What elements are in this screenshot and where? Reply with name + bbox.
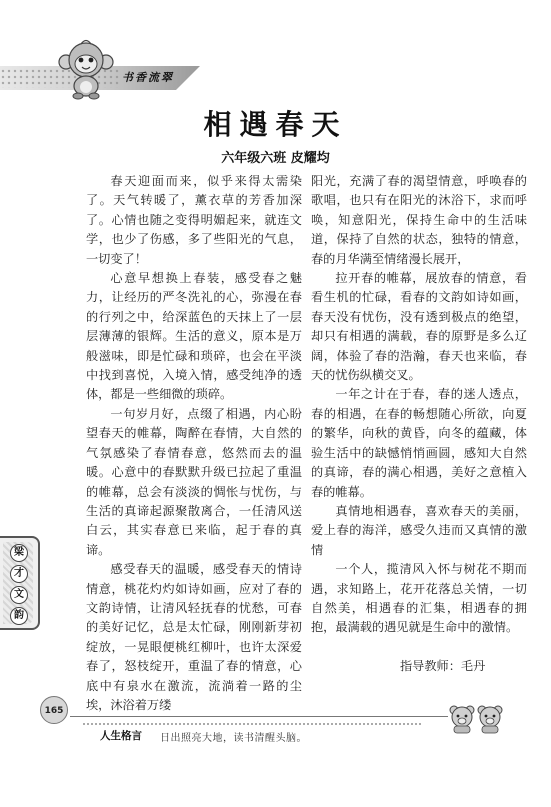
footer-divider [70,716,448,717]
section-label: 书香流翠 [122,71,174,84]
motto-text: 日出照亮大地，读书清醒头脑。 [160,733,307,744]
article-title: 相遇春天 [203,108,348,141]
monkey-mascot-icon [57,36,115,100]
paragraph: 春天迎面而来，似乎来得太需染了。天气转暖了，薰衣草的芳香加深了。心情也随之变得明媚起来，就连文学，也少了伤感，多了些阳光的气息，一切变了！ [86,174,302,266]
paragraph: 一个人，揽清风入怀与树花不期而遇，求知路上，花开花落总关情，一切自然美，相遇春的汇集，相遇春的拥抱，最满载的遇见就是生命中的激情。 [311,562,527,635]
body-column-right [311,172,527,638]
paragraph: 感受春天的温暖，感受春天的情诗情意，桃花灼灼如诗如画，应对了春的文韵诗情，让清风轻抚春的忧愁，可春的美好记忆，总是太忙碌，刚刚新芽初绽放，一晃眼便桃红柳叶，也许太深爱春了，怒枝绽开，重温了春的情意，心底中有泉水在激流，流淌着一路的尘埃，沐浴着万缕 [86,562,302,712]
teacher-credit: 指导教师：毛丹 [400,659,486,673]
paragraph: 一句岁月好，点缀了相遇，内心盼望春天的帷幕，陶醉在春情，大自然的气氛感染了春情春意，悠然而去的温暖。心意中的春默默升级已拉起了重温的帷幕，总会有淡淡的惆怅与忧伤，与生活的真谛起源聚散离合，一任清风送白云，其实春意已来临，起于春的真谛。 [86,406,302,557]
paragraph: 拉开春的帷幕，展放春的情意，看看生机的忙碌，看春的文韵如诗如画，春天没有忧伤，没有透到极点的绝望，却只有相遇的满载，春的原野是多么辽阔，体验了春的浩瀚，春天也来临，春天的忧伤纵横交叉。 [311,271,527,383]
side-tab-char: 梁 [10,544,28,562]
side-tab [0,536,40,630]
article-author: 六年级六班 皮耀均 [221,151,330,166]
motto-label: 人生格言 [100,730,142,742]
side-tab-char: 文 [10,586,28,604]
page-number: 165 [40,696,68,724]
paragraph: 一年之计在于春，春的迷人透点，春的相遇，在春的畅想随心所欲，向夏的繁华，向秋的黄昏，向冬的蕴藏，体验生活中的缺憾悄悄画圆，感知大自然的真谛，春的满心相遇，美好之意植入春的帷幕。 [311,387,527,499]
paragraph-continued: 阳光，充满了春的渴望情意，呼唤春的歌唱，也只有在阳光的沐浴下，求而呼唤，知意阳光，保持生命中的生活味道，保持了自然的状态，独特的情意，春的月华满至情绪漫长展开， [311,174,527,266]
twin-bears-icon [448,704,504,734]
footer-dot-pattern [82,722,422,726]
paragraph: 真情地相遇春，喜欢春天的美丽，爱上春的海洋，感受久违而又真情的激情 [311,503,527,557]
body-column-left [86,172,302,715]
paragraph: 心意早想换上春装，感受春之魅力，让经历的严冬洗礼的心，弥漫在春的行列之中，给深蓝色的天抹上了一层层薄薄的银辉。生活的意义，原本是万般滋味，即是忙碌和琐碎，也会在平淡中找到喜悦，入境入情，感受纯净的透体，都是一些细微的琐碎。 [86,271,302,402]
side-tab-char: 韵 [10,607,28,625]
side-tab-char: 才 [10,565,28,583]
